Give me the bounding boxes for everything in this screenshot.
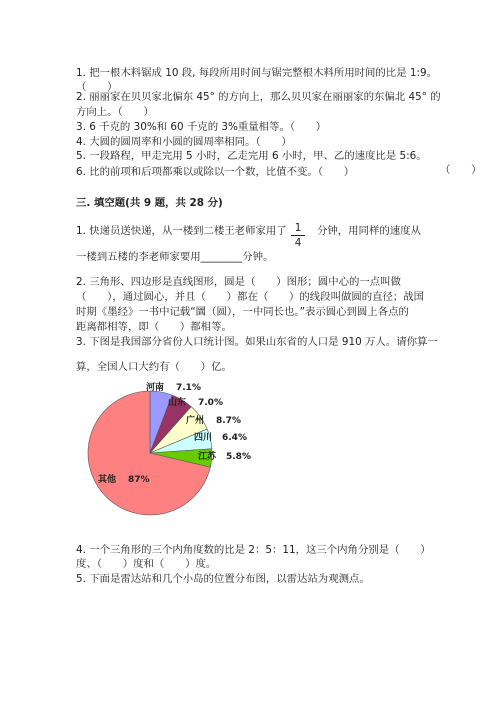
fill-q1-part-a: 1. 快递员送快递，从一楼到二楼王老师家用了	[76, 225, 287, 237]
fill-q2-line2[interactable]: （ ），通过圆心，并且（ ）都在（ ）的线段叫做圆的直径；战国	[76, 291, 425, 303]
fraction-bar	[291, 235, 305, 236]
judge-q4[interactable]: 4. 大圆的圆周率和小圆的圆周率相同。（ ）	[76, 136, 292, 148]
pie-slice-value: 8.7%	[216, 416, 241, 426]
pie-slice-name: 河南	[146, 383, 165, 393]
judge-q2-line1: 2. 丽丽家在贝贝家北偏东 45° 的方向上，那么贝贝家在丽丽家的东偏北 45° 的	[76, 91, 441, 103]
pie-slice-value: 5.8%	[226, 452, 251, 462]
fill-q3-line1: 3. 下图是我国部分省份人口统计图。如果山东省的人口是 910 万人。请你算一	[76, 336, 438, 348]
fill-q4-line1[interactable]: 4. 一个三角形的三个内角度数的比是 2：5：11，这三个内角分别是（ ）	[76, 544, 431, 556]
pie-slice-value: 6.4%	[222, 433, 247, 443]
judge-q1-line1: 1. 把一根木料锯成 10 段, 每段所用时间与锯完整根木料所用时间的比是 1:9。	[76, 67, 438, 79]
pie-slice-value: 7.1%	[176, 383, 201, 393]
fill-q3-line2[interactable]: 算，全国人口大约有（ ）亿。	[76, 361, 232, 373]
pie-slice-value: 87%	[128, 475, 150, 485]
section-heading: 三. 填空题(共 9 题，共 28 分)	[76, 197, 223, 209]
pie-slice-name: 广州	[186, 416, 205, 426]
pie-slice-name: 山东	[168, 398, 187, 408]
pie-slice-name: 四川	[194, 433, 213, 443]
fraction-numerator: 1	[294, 222, 302, 234]
judge-q2-line2[interactable]: 方向上。（ ）	[76, 106, 154, 118]
judge-q5-blank[interactable]: （ ）	[440, 164, 482, 176]
fill-q2-line1[interactable]: 2. 三角形、四边形是直线图形，圆是（ ）图形；圆中心的一点叫做	[76, 276, 401, 288]
fill-q1-part-b: 分钟，用同样的速度从	[317, 225, 421, 237]
fill-q2-line4[interactable]: 距离都相等，即（ ）都相等。	[76, 321, 232, 333]
pie-slice-name: 其他	[98, 475, 117, 485]
judge-q6[interactable]: 6. 比的前项和后项都乘以或除以一个数，比值不变。（ ）	[76, 166, 355, 178]
judge-q3[interactable]: 3. 6 千克的 30%和 60 千克的 3%重量相等。（ ）	[76, 121, 327, 133]
fraction-denominator: 4	[294, 237, 302, 249]
judge-q5: 5. 一段路程，甲走完用 5 小时，乙走完用 6 小时，甲、乙的速度比是 5:6。	[76, 150, 427, 162]
judge-q1-blank[interactable]: （ ）	[76, 81, 118, 93]
population-pie-chart	[86, 377, 286, 527]
pie-slice-name: 江苏	[198, 452, 217, 462]
fill-q2-line3: 时期《墨经》一书中记载“圜（圆），一中同长也。”表示圆心到圆上各点的	[76, 306, 409, 318]
fill-q1-part-c[interactable]: 一楼到五楼的李老师家要用________分钟。	[76, 251, 274, 263]
pie-slice-value: 7.0%	[198, 398, 223, 408]
fraction	[291, 222, 305, 249]
fill-q4-line2[interactable]: 度、（ ）度和（ ）度。	[76, 558, 217, 570]
fill-q5: 5. 下面是雷达站和几个小岛的位置分布图，以雷达站为观测点。	[76, 573, 370, 585]
